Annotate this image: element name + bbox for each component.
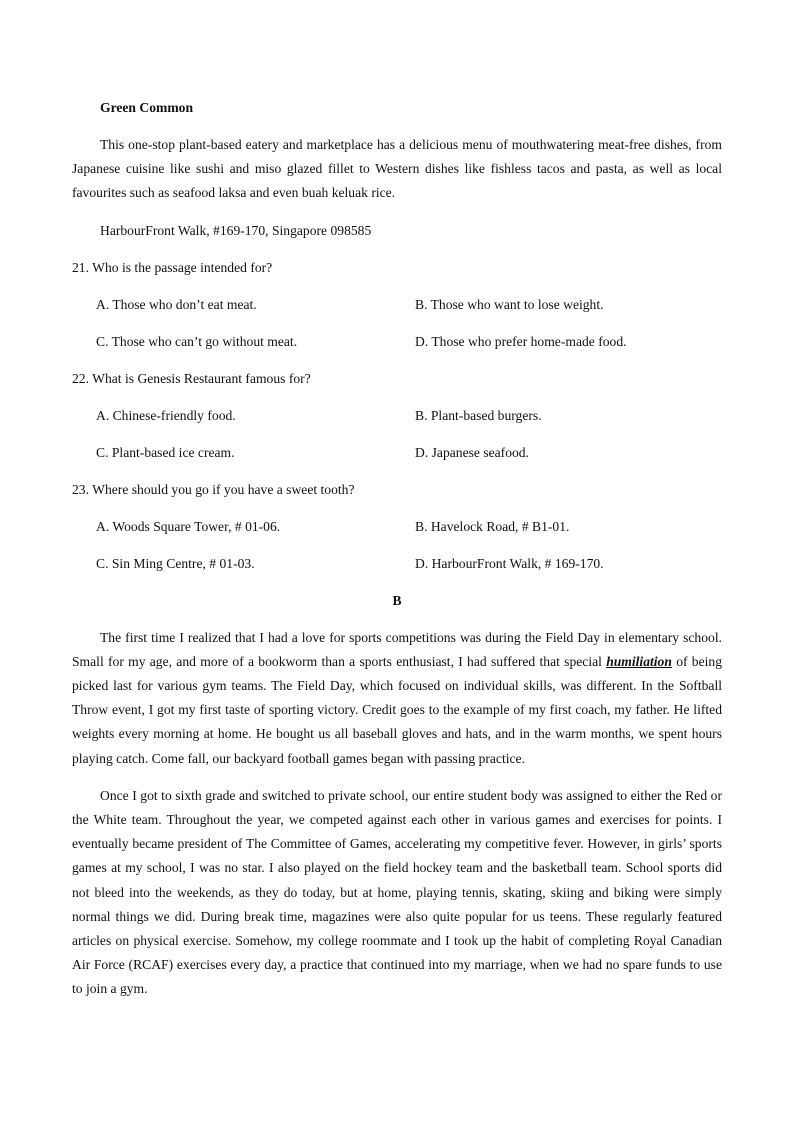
emphasized-word: humiliation: [606, 653, 672, 669]
question-21-stem: 21. Who is the passage intended for?: [72, 259, 273, 275]
question-21-option-b: B. Those who want to lose weight.: [415, 296, 604, 312]
question-22-option-b: B. Plant-based burgers.: [415, 407, 542, 423]
question-23-option-a: A. Woods Square Tower, # 01-06.: [96, 518, 281, 534]
restaurant-description: This one-stop plant-based eatery and marketplace has a delicious menu of mouthwatering meat-free dishes, from Japanese cuisine like sushi and miso glazed fillet to Western dishes like fishless tacos and pasta, as well as local favourites such as seafood laksa and even buah keluak rice.: [72, 137, 722, 201]
question-23-options-row-1: [72, 515, 722, 539]
question-22-option-a: A. Chinese-friendly food.: [96, 407, 236, 423]
question-23-option-d: D. HarbourFront Walk, # 169-170.: [415, 555, 604, 571]
paragraph-1-text-start: The first time I realized that I had a love for sports competitions was during the Field Day in elementary school. Small for my age, and more of a bookworm than a sports enthusiast, I had suffered that special: [72, 629, 722, 669]
question-21-options-row-1: [72, 293, 722, 317]
question-22-option-d: D. Japanese seafood.: [415, 444, 529, 460]
question-21-option-a: A. Those who don’t eat meat.: [96, 296, 257, 312]
document-page: [72, 96, 722, 1015]
question-21-option-d: D. Those who prefer home-made food.: [415, 333, 627, 349]
question-22-stem: 22. What is Genesis Restaurant famous for?: [72, 370, 311, 386]
question-22-options-row-1: [72, 404, 722, 428]
question-23-option-c: C. Sin Ming Centre, # 01-03.: [96, 555, 255, 571]
question-22-option-c: C. Plant-based ice cream.: [96, 444, 235, 460]
paragraph-1-text-end: of being picked last for various gym teams. The Field Day, which focused on individual skills, was different. In the Softball Throw event, I got my first taste of sporting victory. Credit goes to the example of my first coach, my father. He lifted weights every morning at home. He bought us all baseball gloves and hats, and in the warm months, we spent hours playing catch. Come fall, our backyard football games began with passing practice.: [72, 653, 722, 766]
question-23-stem: 23. Where should you go if you have a sweet tooth?: [72, 481, 355, 497]
section-b-paragraph-2: Once I got to sixth grade and switched to private school, our entire student body was assigned to either the Red or the White team. Throughout the year, we competed against each other in various games and exercises for points. I eventually became president of The Committee of Games, accelerating my competitive fever. However, in girls’ sports games at my school, I was no star. I also played on the field hockey team and the basketball team. School sports did not bleed into the weekends, as they do today, but at home, playing tennis, skating, skiing and biking were simply normal things we did. During break time, magazines were also quite popular for us teens. These regularly featured articles on physical exercise. Somehow, my college roommate and I took up the habit of completing Royal Canadian Air Force (RCAF) exercises every day, a practice that continued into my marriage, when we had no spare funds to use to join a gym.: [72, 787, 722, 997]
section-b-paragraph-1: [72, 626, 722, 771]
question-21-option-c: C. Those who can’t go without meat.: [96, 333, 298, 349]
question-23-option-b: B. Havelock Road, # B1-01.: [415, 518, 570, 534]
question-22-options-row-2: [72, 441, 722, 465]
restaurant-address: HarbourFront Walk, #169-170, Singapore 098585: [100, 222, 372, 238]
restaurant-name: Green Common: [100, 100, 194, 115]
question-23-options-row-2: [72, 552, 722, 576]
question-21-options-row-2: [72, 330, 722, 354]
section-b-title: B: [392, 592, 402, 608]
